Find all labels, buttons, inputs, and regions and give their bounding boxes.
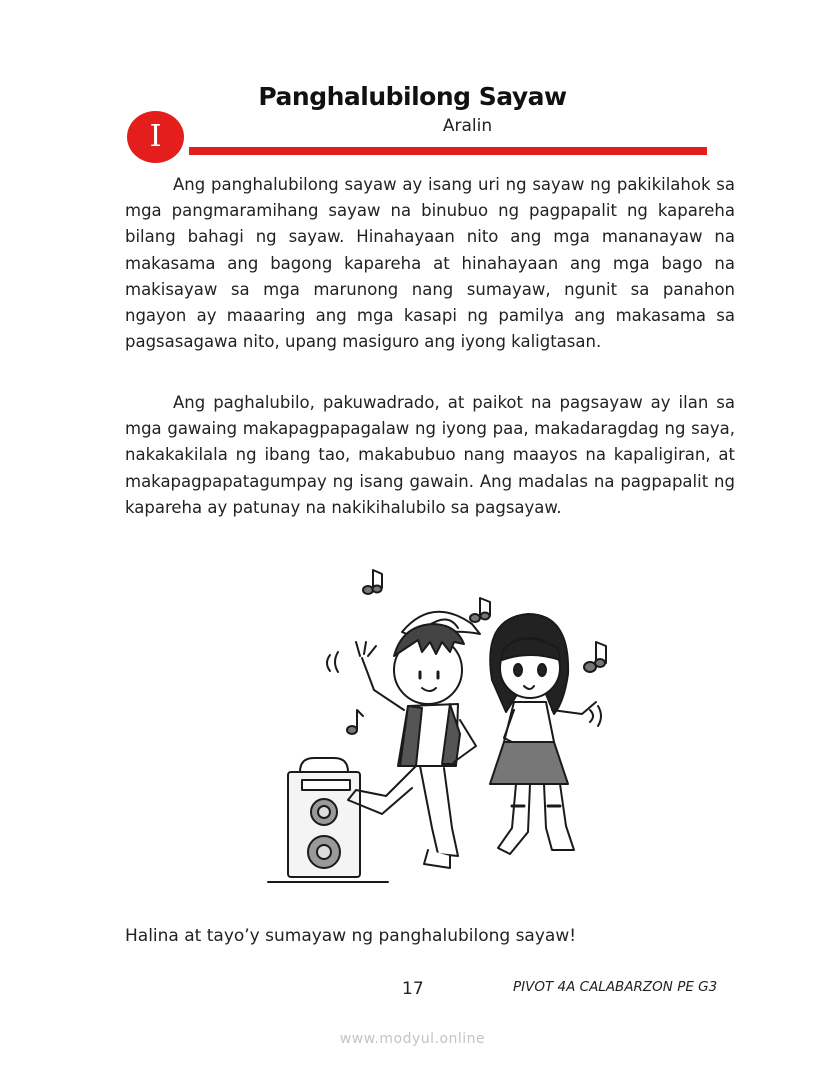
watermark: www.modyul.online	[339, 1031, 486, 1047]
paragraph-1: Ang panghalubilong sayaw ay isang uri ng sayaw ng pakikilahok sa mga pangmaramihang sayaw na binubuo ng pagpapalit ng kapareha bilang bahagi ng sayaw. Hinahayaan nito ang mga mananayaw na makasama ang bagong kapareha at hinahayaan ang mga bago na makisayaw sa mga marunong nang sumayaw, ngunit sa panahon ngayon ay maaaring ang mga kasapi ng pamilya ang makasama sa pagsasagawa nito, upang masiguro ang iyong kaligtasan.	[125, 175, 735, 352]
music-note-icon	[347, 710, 363, 734]
page-number: 17	[402, 979, 424, 999]
music-note-icon	[363, 570, 382, 594]
dancing-children-illustration	[260, 560, 620, 890]
lesson-subtitle: Aralin	[442, 116, 493, 136]
closing-line: Halina at tayo’y sumayaw ng panghalubilong sayaw!	[125, 926, 577, 946]
section-badge: I	[127, 111, 184, 163]
paragraph-2: Ang paghalubilo, pakuwadrado, at paikot na pagsayaw ay ilan sa mga gawaing makapagpapagalaw ng iyong paa, makadaragdag ng saya, nakakakilala ng ibang tao, makabubuo nang maayos na kapaligiran, at makapagpapatagumpay ng isang gawain. Ang madalas na pagpapalit ng kapareha ay patunay na nakikihalubilo sa pagsayaw.	[125, 393, 735, 517]
title-underline	[189, 147, 707, 155]
radio-icon	[268, 758, 388, 882]
module-footer: PIVOT 4A CALABARZON PE G3	[513, 979, 718, 995]
music-note-icon	[584, 642, 606, 672]
lesson-title: Panghalubilong Sayaw	[258, 82, 567, 111]
girl-figure	[490, 614, 596, 854]
boy-figure	[348, 612, 480, 868]
music-note-icon	[470, 598, 490, 622]
